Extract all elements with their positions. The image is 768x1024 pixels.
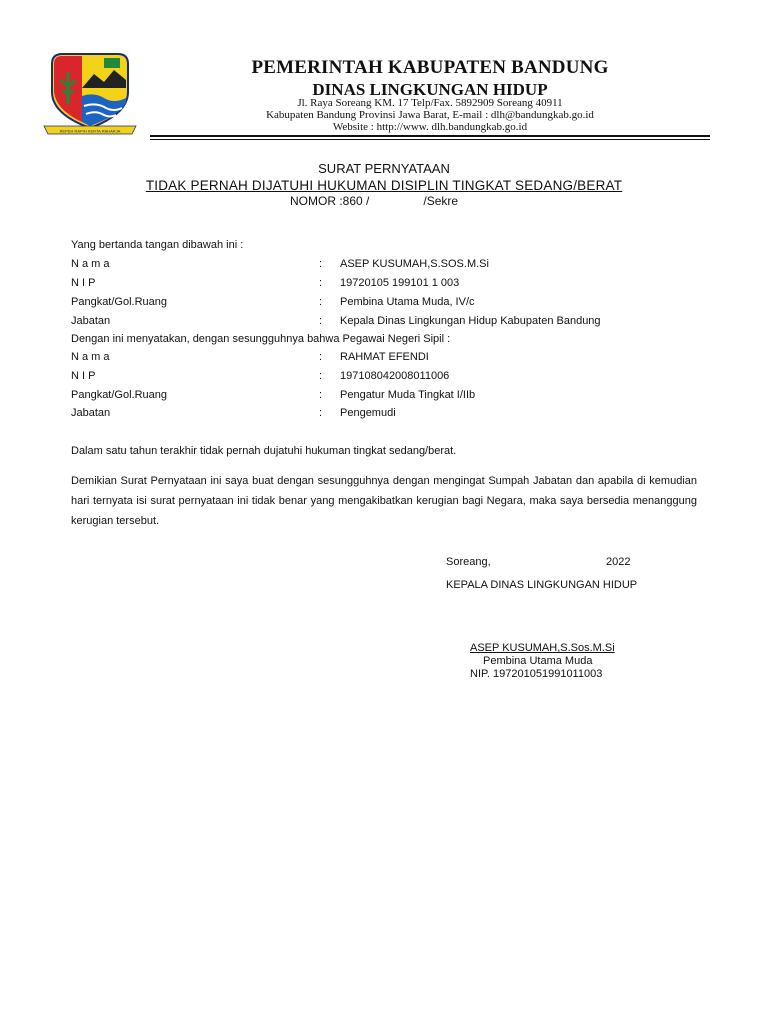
signature-place: Soreang, (446, 556, 491, 568)
signer-rank-label: Pangkat/Gol.Ruang (71, 296, 168, 308)
signer-nip-label: N I P (71, 277, 96, 289)
letterhead-divider (150, 135, 710, 137)
letterhead-divider-thin (150, 139, 710, 140)
signer-position-colon: : (319, 315, 323, 327)
signature-nip: NIP. 197201051991011003 (470, 668, 603, 680)
closing-paragraph: Demikian Surat Pernyataan ini saya buat dengan sesungguhnya dengan mengingat Sumpah Jabatan dan apabila di kemudian hari ternyata isi surat pernyataan ini tidak benar yang mengakibatkan kerugian bagi Negara, maka saya bersedia menanggung kerugian tersebut. (71, 475, 697, 527)
employee-nip-label: N I P (71, 370, 96, 382)
signer-position-label: Jabatan (71, 315, 111, 327)
signer-rank-value: Pembina Utama Muda, IV/c (340, 296, 475, 308)
document-number-suffix: /Sekre (423, 194, 459, 208)
signer-position-value: Kepala Dinas Lingkungan Hidup Kabupaten Bandung (340, 315, 601, 327)
employee-rank-label: Pangkat/Gol.Ruang (71, 389, 168, 401)
letterhead-government: PEMERINTAH KABUPATEN BANDUNG (251, 57, 609, 78)
employee-nip-value: 197108042008011006 (340, 370, 450, 382)
signer-nip-colon: : (319, 277, 323, 289)
statement-text: Dalam satu tahun terakhir tidak pernah dujatuhi hukuman tingkat sedang/berat. (71, 445, 457, 457)
document-number (290, 194, 458, 208)
signer-name-label: N a m a (71, 258, 110, 270)
signature-name: ASEP KUSUMAH,S.Sos.M.Si (470, 642, 615, 654)
letterhead-agency: DINAS LINGKUNGAN HIDUP (312, 80, 548, 99)
employee-position-label: Jabatan (71, 407, 111, 419)
signer-name-colon: : (319, 258, 323, 270)
signature-year: 2022 (606, 556, 631, 568)
letterhead-website: Website : http://www. dlh.bandungkab.go.id (332, 121, 528, 133)
letterhead-email: Kabupaten Bandung Provinsi Jawa Barat, E-mail : dlh@bandungkab.go.id (266, 109, 594, 121)
employee-position-value: Pengemudi (340, 407, 396, 419)
document-title: SURAT PERNYATAAN (318, 161, 450, 176)
coat-of-arms-banner-text: REPEH RAPIH KERTA RAHARJA (59, 128, 121, 134)
employee-name-label: N a m a (71, 351, 110, 363)
employee-name-colon: : (319, 351, 323, 363)
signature-position: KEPALA DINAS LINGKUNGAN HIDUP (446, 579, 638, 591)
employee-nip-colon: : (319, 370, 323, 382)
signer-nip-value: 19720105 199101 1 003 (340, 277, 460, 289)
employee-name-value: RAHMAT EFENDI (340, 351, 429, 363)
letterhead-address: Jl. Raya Soreang KM. 17 Telp/Fax. 5892909 Soreang 40911 (297, 97, 563, 109)
signer-rank-colon: : (319, 296, 323, 308)
employee-rank-value: Pengatur Muda Tingkat I/IIb (340, 389, 476, 401)
employee-position-colon: : (319, 407, 323, 419)
intro-text: Yang bertanda tangan dibawah ini : (71, 239, 244, 251)
kabupaten-bandung-coat-of-arms-icon (42, 52, 138, 136)
employee-rank-colon: : (319, 389, 323, 401)
signature-rank: Pembina Utama Muda (483, 655, 593, 667)
declaration-intro: Dengan ini menyatakan, dengan sesungguhnya bahwa Pegawai Negeri Sipil : (71, 333, 451, 345)
document-subtitle: TIDAK PERNAH DIJATUHI HUKUMAN DISIPLIN TINGKAT SEDANG/BERAT (145, 178, 623, 193)
signer-name-value: ASEP KUSUMAH,S.SOS.M.Si (340, 258, 489, 270)
document-number-prefix: NOMOR :860 / (290, 194, 370, 208)
